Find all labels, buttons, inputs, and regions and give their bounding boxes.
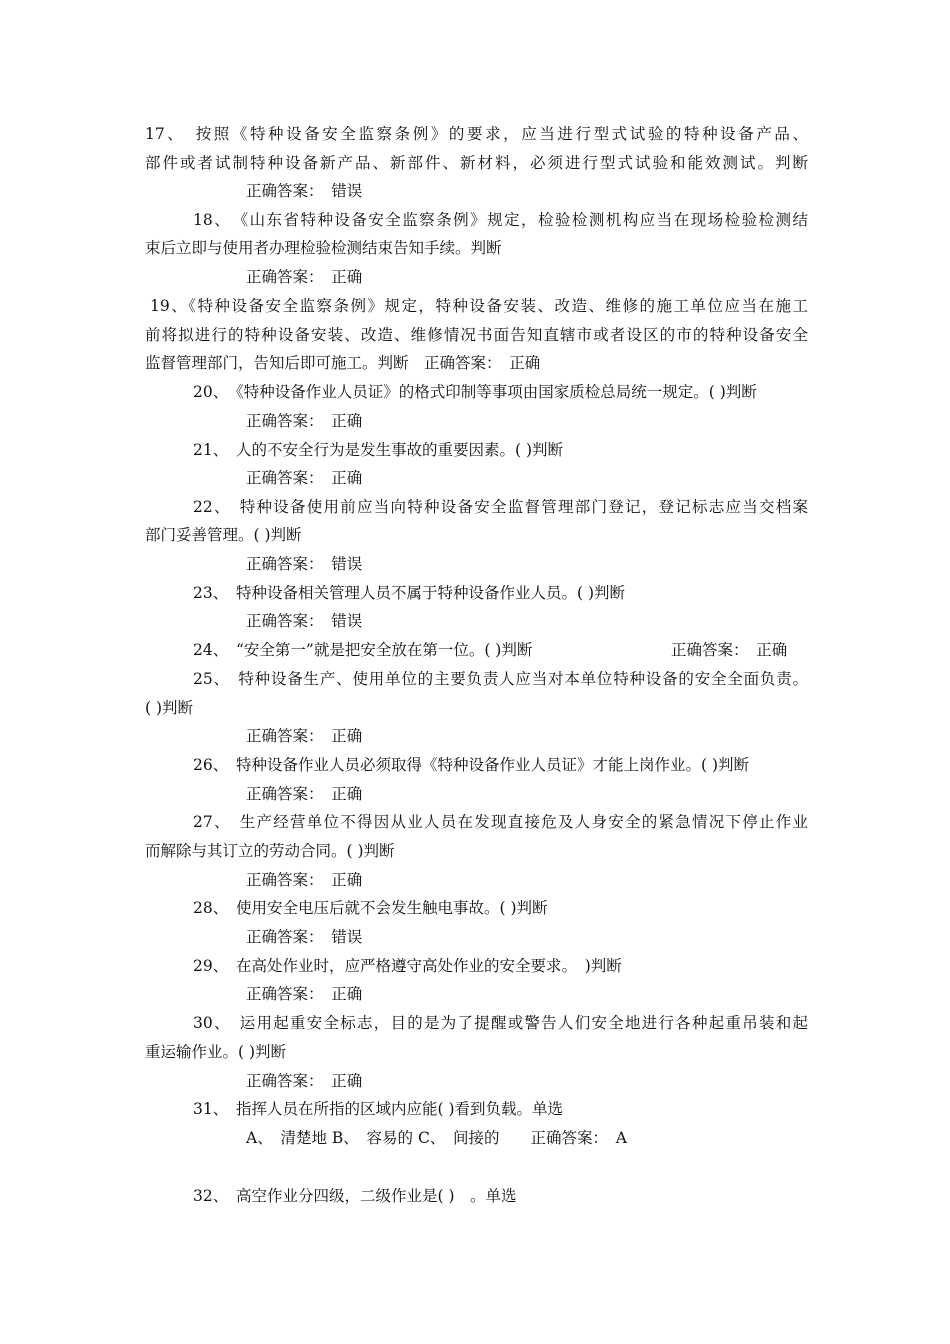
q22-answer: 正确答案： 错误 — [246, 555, 363, 573]
q18-line-2: 束后立即与使用者办理检验检测结束告知手续。判断 — [145, 239, 502, 257]
q23-line-1: 23、 特种设备相关管理人员不属于特种设备作业人员。( )判断 — [193, 584, 625, 602]
q17-line-2: 部件或者试制特种设备新产品、新部件、新材料，必须进行型式试验和能效测试。判断 — [145, 154, 808, 172]
q20-line-1: 20、 《特种设备作业人员证》的格式印制等事项由国家质检总局统一规定。( )判断 — [193, 383, 757, 401]
q27-line-1: 27、 生产经营单位不得因从业人员在发现直接危及人身安全的紧急情况下停止作业 — [193, 813, 808, 831]
q25-answer: 正确答案： 正确 — [246, 727, 363, 745]
q18-answer: 正确答案： 正确 — [246, 268, 363, 286]
q24-answer: 正确答案： 正确 — [671, 641, 788, 659]
q28-answer: 正确答案： 错误 — [246, 928, 363, 946]
q32-line-1: 32、 高空作业分四级，二级作业是( ) 。单选 — [193, 1187, 517, 1205]
q29-answer: 正确答案： 正确 — [246, 985, 363, 1003]
q19-line-2: 前将拟进行的特种设备安装、改造、维修情况书面告知直辖市或者设区的市的特种设备安全 — [145, 326, 808, 344]
q31-line-1: 31、 指挥人员在所指的区域内应能( )看到负载。单选 — [193, 1100, 563, 1118]
q17-answer: 正确答案： 错误 — [246, 182, 363, 200]
q25-line-1: 25、 特种设备生产、使用单位的主要负责人应当对本单位特种设备的安全全面负责。 — [193, 670, 808, 688]
q28-line-1: 28、 使用安全电压后就不会发生触电事故。( )判断 — [193, 899, 548, 917]
q23-answer: 正确答案： 错误 — [246, 612, 363, 630]
q31-options: A、 清楚地 B、 容易的 C、 间接的 正确答案： A — [246, 1129, 627, 1147]
q22-line-2: 部门妥善管理。( )判断 — [145, 526, 302, 544]
q24-line-1: 24、 “安全第一”就是把安全放在第一位。( )判断 — [193, 641, 533, 659]
q18-line-1: 18、 《山东省特种设备安全监察条例》规定，检验检测机构应当在现场检验检测结 — [193, 211, 808, 229]
q26-answer: 正确答案： 正确 — [246, 785, 363, 803]
q20-answer: 正确答案： 正确 — [246, 412, 363, 430]
q19-line-1: 19、《特种设备安全监察条例》规定，特种设备安装、改造、维修的施工单位应当在施工 — [150, 297, 808, 315]
q27-answer: 正确答案： 正确 — [246, 871, 363, 889]
q29-line-1: 29、 在高处作业时，应严格遵守高处作业的安全要求。 )判断 — [193, 957, 622, 975]
q26-line-1: 26、 特种设备作业人员必须取得《特种设备作业人员证》才能上岗作业。( )判断 — [193, 756, 749, 774]
q22-line-1: 22、 特种设备使用前应当向特种设备安全监督管理部门登记，登记标志应当交档案 — [193, 498, 808, 516]
q25-line-2: ( )判断 — [145, 699, 194, 717]
q17-line-1: 17、 按照《特种设备安全监察条例》的要求，应当进行型式试验的特种设备产品、 — [145, 125, 808, 143]
q19-line-3: 监督管理部门，告知后即可施工。判断 正确答案： 正确 — [145, 354, 541, 372]
q30-answer: 正确答案： 正确 — [246, 1072, 363, 1090]
q21-answer: 正确答案： 正确 — [246, 469, 363, 487]
q30-line-1: 30、 运用起重安全标志，目的是为了提醒或警告人们安全地进行各种起重吊装和起 — [193, 1014, 808, 1032]
q21-line-1: 21、 人的不安全行为是发生事故的重要因素。( )判断 — [193, 441, 563, 459]
q30-line-2: 重运输作业。( )判断 — [145, 1043, 287, 1061]
q27-line-2: 而解除与其订立的劳动合同。( )判断 — [145, 842, 395, 860]
